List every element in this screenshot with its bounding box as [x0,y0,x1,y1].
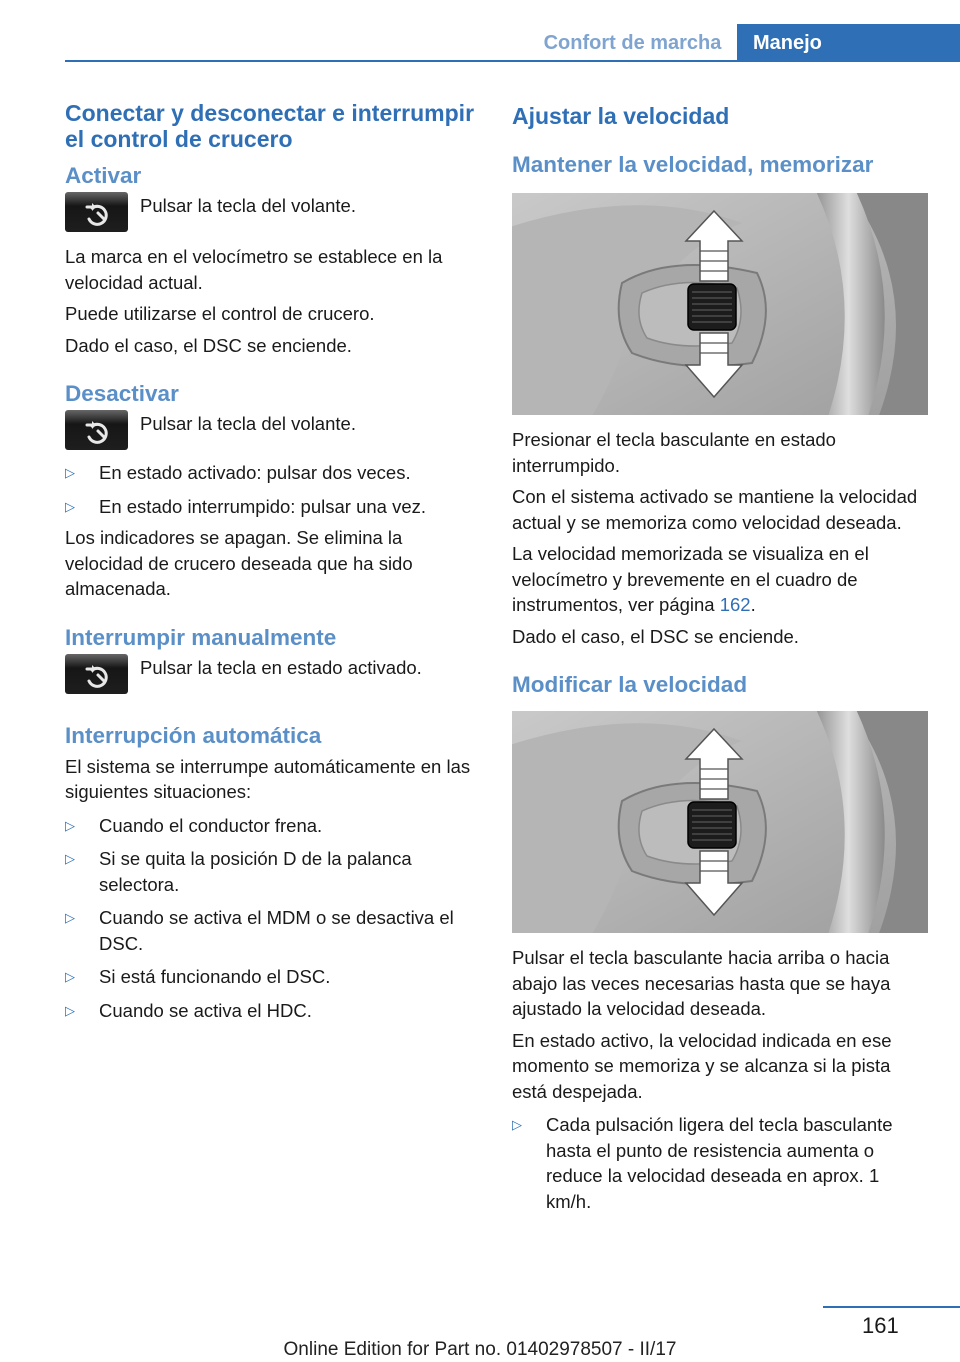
list-item: ▷ Cuando el conductor frena. [65,813,477,839]
modificar-list [512,1112,928,1214]
activar-key-text: Pulsar la tecla del volante. [140,195,356,216]
steering-wheel-rocker-photo-2 [512,711,928,933]
triangle-right-icon: ▷ [65,851,75,866]
right-column [512,100,928,1214]
desactivar-list [65,460,477,519]
triangle-right-icon: ▷ [65,817,75,833]
list-item: ▷ Cuando se activa el MDM o se desactiva el DSC. [65,907,454,954]
page-reference-link[interactable]: 162 [719,594,751,615]
interrumpir-key-row [65,654,477,694]
mantener-para-4: Dado el caso, el DSC se enciende. [512,625,799,647]
activar-para-2: Puede utilizarse el control de crucero. [65,303,375,324]
activar-para-3: Dado el caso, el DSC se enciende. [65,334,352,356]
modificar-para-1: Pulsar el tecla basculante hacia arriba o hacia abajo las veces necesarias hasta que se haya ajustado la velocidad deseada. [512,947,891,1019]
activar-key-row [65,192,477,232]
interrumpir-heading: Interrumpir manualmente [65,624,337,650]
header-section-tab: Confort de marcha [543,31,722,54]
list-item: ▷ Si se quita la posición D de la palanca selectora. [65,848,412,895]
header-rule [65,60,960,62]
interrumpir-key-text: Pulsar la tecla en estado activado. [140,656,422,678]
steering-wheel-rocker-photo-1 [512,193,928,415]
header-chapter-tab: Manejo [737,24,960,62]
mantener-para-2: Con el sistema activado se mantiene la velocidad actual y se memoriza como velocidad deseada. [512,486,918,533]
list-item: ▷ En estado interrumpido: pulsar una vez. [65,494,477,520]
auto-heading: Interrupción automática [65,722,322,748]
triangle-right-icon: ▷ [65,910,75,925]
footer-rule [823,1306,960,1308]
desactivar-key-text: Pulsar la tecla del volante. [140,413,356,434]
list-item: ▷ Si está funcionando el DSC. [65,964,477,990]
modificar-para-2: En estado activo, la velocidad indicada en ese momento se memoriza y se alcanza si la pista está despejada. [512,1029,892,1102]
cruise-control-key-icon [65,654,128,694]
list-item: ▷ En estado activado: pulsar dos veces. [65,460,477,486]
right-title: Ajustar la velocidad [512,103,730,129]
mantener-para-3: La velocidad memorizada se visualiza en el velocímetro y brevemente en el cuadro de instrumentos, ver página 162. [512,543,869,615]
list-item: ▷ Cuando se activa el HDC. [65,998,477,1024]
footer-edition: Online Edition for Part no. 01402978507 - II/17 [283,1339,677,1360]
mantener-heading: Mantener la velocidad, memorizar [512,152,874,177]
triangle-right-icon: ▷ [65,498,75,514]
modificar-heading: Modificar la velocidad [512,672,748,697]
desactivar-heading: Desactivar [65,381,179,406]
left-title: Conectar y desconectar e interrumpir el control de crucero [65,100,475,152]
mantener-para-1: Presionar el tecla basculante en estado interrumpido. [512,429,836,476]
activar-heading: Activar [65,163,142,188]
auto-list [65,813,477,1024]
list-item: ▷ Cada pulsación ligera del tecla basculante hasta el punto de resistencia aumenta o reduce la velocidad deseada en aprox. 1 km/h. [512,1114,893,1212]
auto-intro: El sistema se interrumpe automáticamente en las siguientes situaciones: [65,755,471,802]
triangle-right-icon: ▷ [65,1002,75,1018]
desactivar-para: Los indicadores se apagan. Se elimina la velocidad de crucero deseada que ha sido almacenada. [65,527,413,599]
cruise-control-key-icon [65,192,128,232]
activar-para-1: La marca en el velocímetro se establece en la velocidad actual. [65,246,443,293]
triangle-right-icon: ▷ [512,1117,522,1132]
left-column [65,100,477,1023]
page-number: 161 [862,1313,899,1338]
cruise-control-key-icon [65,410,128,450]
triangle-right-icon: ▷ [65,465,75,480]
desactivar-key-row [65,410,477,450]
triangle-right-icon: ▷ [65,969,75,984]
